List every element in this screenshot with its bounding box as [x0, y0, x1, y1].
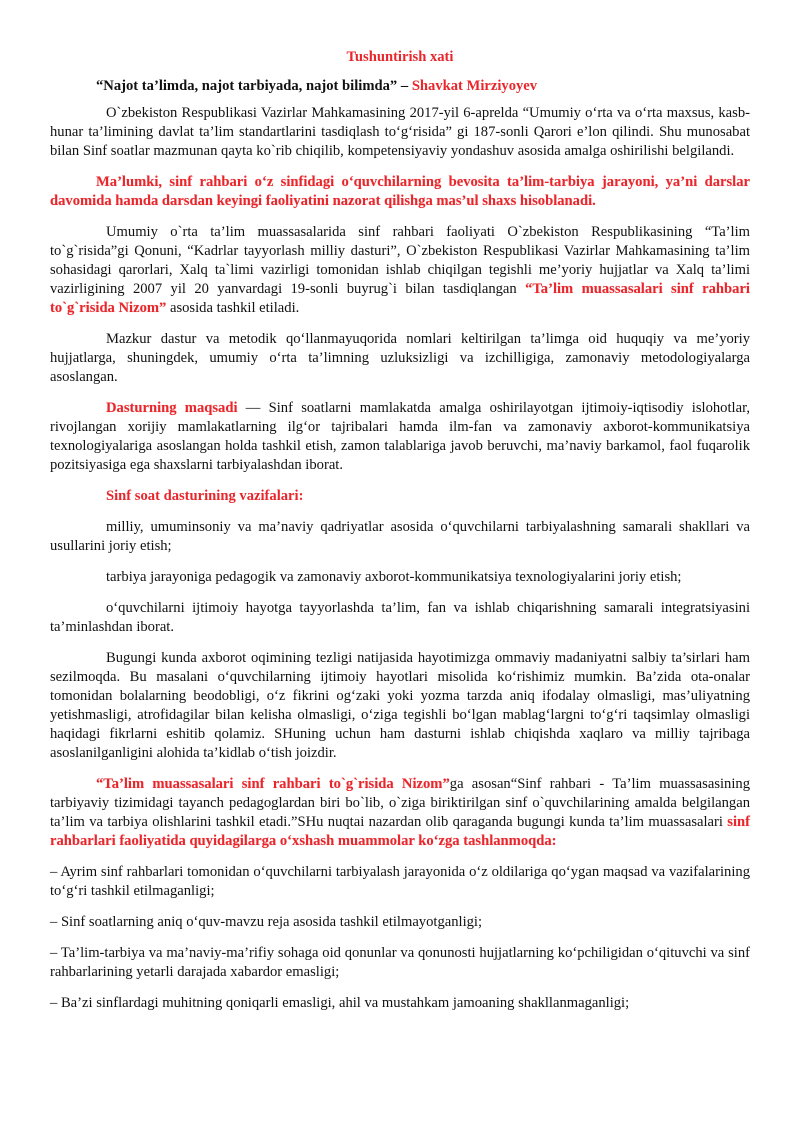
nizom-highlight: “Ta’lim muassasalari sinf rahbari to`g`risida Nizom” [50, 281, 750, 316]
program-goal-text: — Sinf soatlarni mamlakatda amalga oshirilayotgan ijtimoiy-iqtisodiy islohotlar, rivojlangan xorijiy mamlakatlarning ilg‘or tajribalari hamda ilm-fan va zamonaviy axborot-kommunikatsiya texnologiyalariga asoslangan holda tashkil etish, zamon talablariga javob beruvchi, ma’naviy barkamol, faol fuqarolik pozitsiyasiga ega shaxslarni tarbiyalashdan iborat. [50, 400, 750, 473]
paragraph-problems-intro [50, 775, 750, 851]
task-item: milliy, umuminsoniy va ma’naviy qadriyatlar asosida o‘quvchilarni tarbiyalashning samarali shakllari va usullarini joriy etish; [50, 519, 750, 554]
tasks-heading: Sinf soat dasturining vazifalari: [106, 488, 304, 504]
problem-item: – Ta’lim-tarbiya va ma’naviy-ma’rifiy sohaga oid qonunlar va qonunosti hujjatlarning ko‘pchiligidan o‘qituvchi va sinf rahbarlarining yetarli darajada xabardor emasligi; [50, 945, 750, 980]
paragraph-legal-basis [50, 223, 750, 318]
problem-item: – Ba’zi sinflardagi muhitning qoniqarli emasligi, ahil va mustahkam jamoaning shakllanmaganligi; [50, 995, 630, 1011]
paragraph-mass-culture: Bugungi kunda axborot oqimining tezligi natijasida hayotimizga ommaviy madaniyatni salbiy ta’sirlari ham sezilmoqda. Bu masalani o‘quvchilarning ijtimoiy hayotlari misolida ko‘rishimiz mumkin. Ba’zida ota-onalar tomonidan bolalarning beodobligi, o‘z fikrini og‘zaki yoki yozma tarzda aniq ifodalay olmasligi, mas’uliyatning yetishmasligi, atrofidagilar bilan kelisha olmasligi, o‘ziga tegishli bo‘lgan mablag‘largni to‘g‘ri taqsimlay olmasligi haqidagi fikrlarni eshitib qolamiz. SHuning uchun ham dasturni ishlab chiqishda xaqlaro va milliy tajribaga asoslanilganligini alohida ta’kidlab o‘tish joizdir. [50, 650, 750, 761]
program-goal-label: Dasturning maqsadi [106, 400, 238, 416]
paragraph-program-goal [50, 399, 750, 475]
paragraph-program-basis: Mazkur dastur va metodik qo‘llanmayuqorida nomlari keltirilgan ta’limga oid huquqiy va me’yoriy hujjatlarga, shuningdek, umumiy o‘rta ta’limning uzluksizligi va izchilligiga, zamonaviy metodologiyalarga asoslangan. [50, 331, 750, 385]
epigraph [50, 77, 750, 96]
nizom-highlight-2: “Ta’lim muassasalari sinf rahbari to`g`risida Nizom” [96, 776, 450, 792]
problems-highlight: sinf rahbarlari faoliyatida quyidagilarga o‘xshash muammolar ko‘zga tashlanmoqda: [50, 814, 750, 849]
paragraph-class-teacher-role: Ma’lumki, sinf rahbari o‘z sinfidagi o‘quvchilarning bevosita ta’lim-tarbiya jarayoni, ya’ni darslar davomida hamda darsdan keyingi faoliyatini nazorat qilishga mas’ul shaxs hisoblanadi. [50, 174, 750, 209]
task-item: tarbiya jarayoniga pedagogik va zamonaviy axborot-kommunikatsiya texnologiyalarini joriy etish; [106, 569, 682, 585]
epigraph-author: Shavkat Mirziyoyev [411, 78, 538, 94]
legal-basis-text: Umumiy o`rta ta’lim muassasalarida sinf rahbari faoliyati O`zbekiston Respublikasining “Ta’lim to`g`risida”gi Qonuni, “Kadrlar tayyorlash milliy dasturi”, O`zbekiston Respublikasi Vazirlar Mahkamasining ta’lim sohasidagi qarorlari, Xalq ta`limi vazirligi tomonidan ishlab chiqilgan tegishli me’yoriy hujjatlar va Xalq ta’limi vazirligining 2007 yil 20 yanvardagi 19-sonli buyrug`i bilan tasdiqlangan [50, 224, 750, 297]
paragraph-intro: O`zbekiston Respublikasi Vazirlar Mahkamasining 2017-yil 6-aprelda “Umumiy o‘rta va o‘rta maxsus, kasb-hunar ta’limining davlat ta’lim standartlarini tasdiqlash to‘g‘risida” gi 187-sonli Qarori e’lon qilindi. Shu munosabat bilan Sinf soatlar mazmunan qayta ko`rib chiqilib, kompetensiyaviy yondashuv asosida amalga oshirilishi belgilandi. [50, 105, 750, 159]
legal-basis-tail: asosida tashkil etiladi. [166, 300, 300, 316]
problems-intro-text: ga asosan“Sinf rahbari - Ta’lim muassasasining tarbiyaviy tizimidagi tayanch pedagoglardan biri bo`lib, o`ziga biriktirilgan sinf o`quvchilarining amalda belgilangan ta’lim va tarbiya olishlarini tashkil etadi.”SHu nuqtai nazardan olib qaraganda bugungi kunda ta’lim muassasalari [50, 776, 750, 830]
problem-item: – Sinf soatlarning aniq o‘quv-mavzu reja asosida tashkil etilmayotganligi; [50, 914, 483, 930]
problem-item: – Ayrim sinf rahbarlari tomonidan o‘quvchilarni tarbiyalash jarayonida o‘z oldilariga qo‘ygan maqsad va vazifalarining to‘g‘ri tashkil etilmaganligi; [50, 864, 750, 899]
task-item: o‘quvchilarni ijtimoiy hayotga tayyorlashda ta’lim, fan va ishlab chiqarishning samarali integratsiyasini ta’minlashdan iborat. [50, 600, 750, 635]
epigraph-quote: “Najot ta’limda, najot tarbiyada, najot bilimda” – [96, 78, 409, 94]
document-title: Tushuntirish xati [346, 49, 454, 65]
